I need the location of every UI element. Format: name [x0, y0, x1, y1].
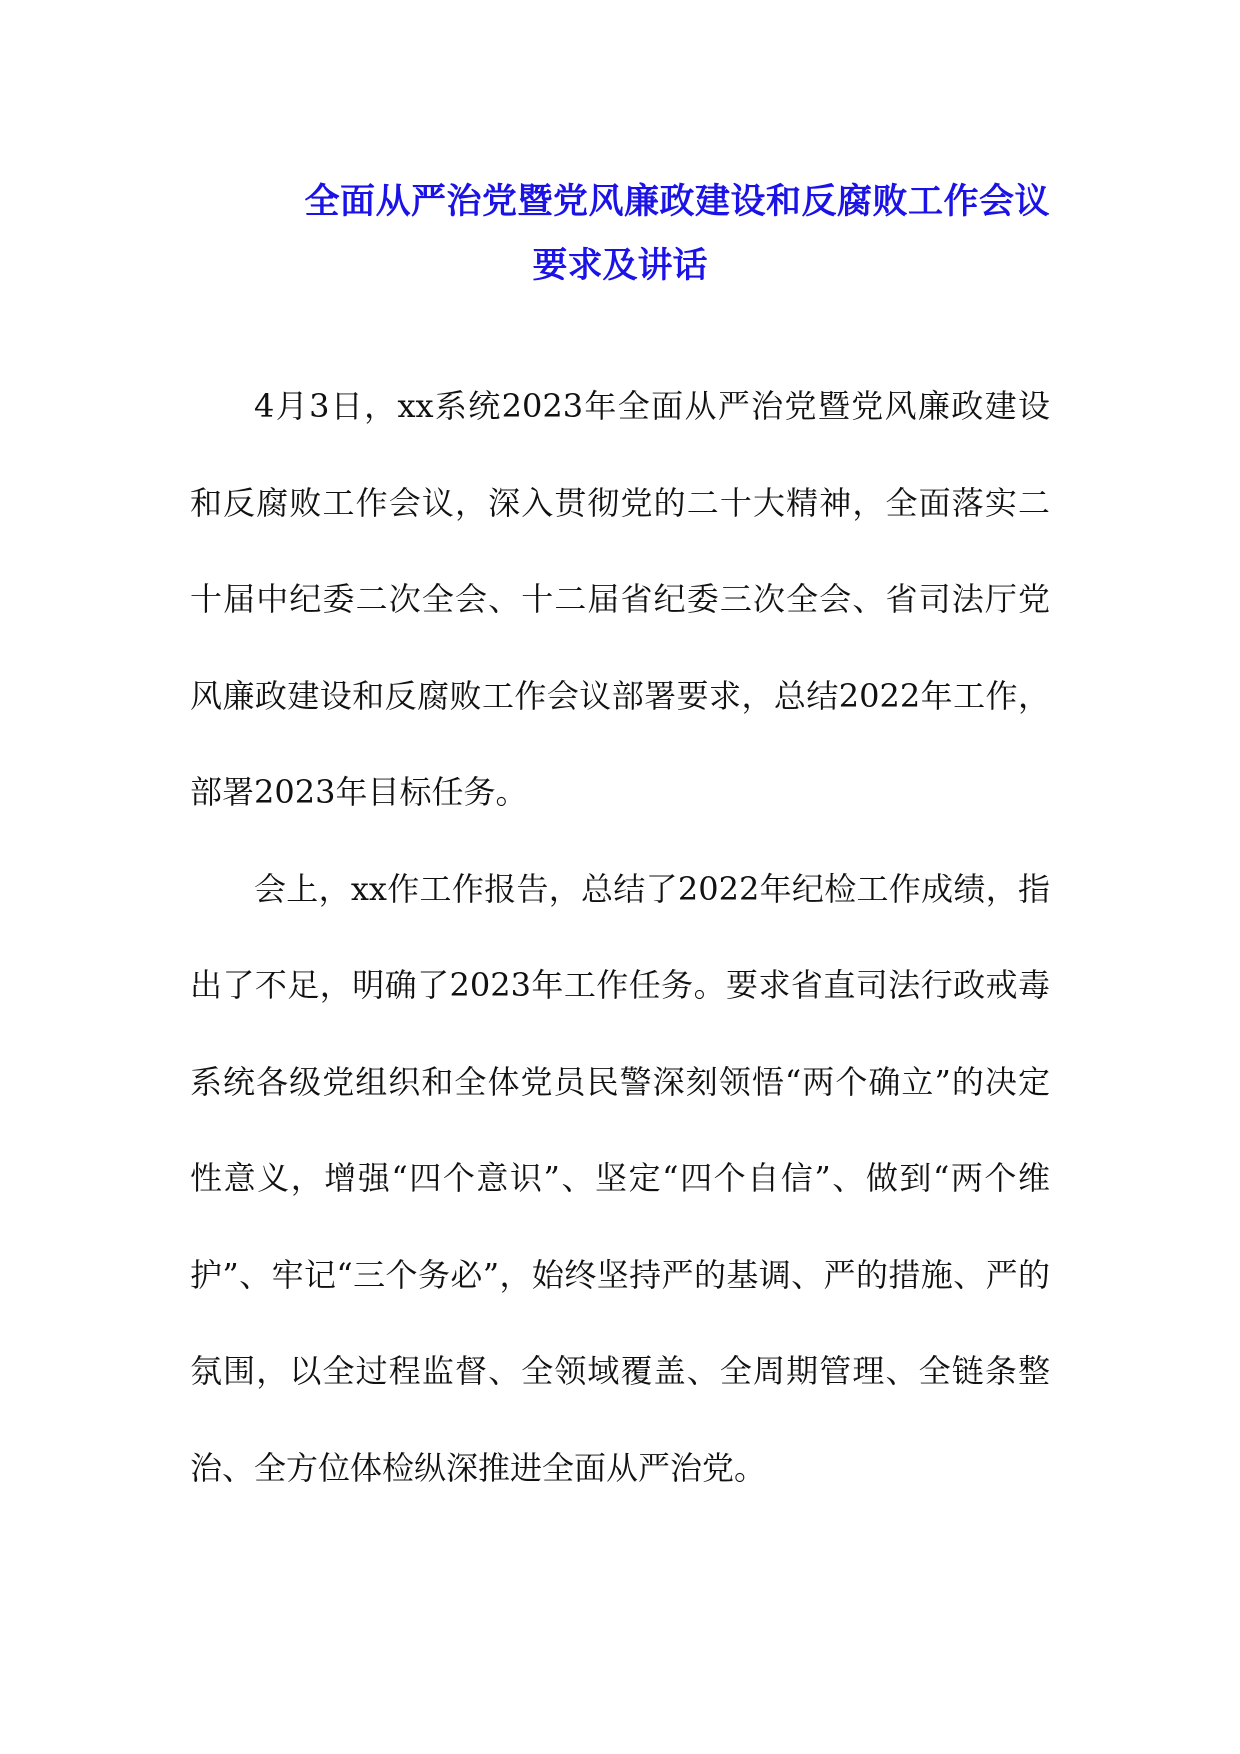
document-title-line-2: 要求及讲话 — [532, 246, 708, 286]
body-paragraph-2: 会上，xx作工作报告，总结了2022年纪检工作成绩，指出了不足，明确了2023年工作任务。要求省直司法行政戒毒系统各级党组织和全体党员民警深刻领悟“两个确立”的决定性意义，增强“四个意识”、坚定“四个自信”、做到“两个维护”、牢记“三个务必”，始终坚持严的基调、严的措施、严的氛围，以全过程监督、全领域覆盖、全周期管理、全链条整治、全方位体检纵深推进全面从严治党。 — [190, 869, 1050, 1487]
document-title-line-1: 全面从严治党暨党风廉政建设和反腐败工作会议 — [304, 182, 1050, 222]
document-body — [190, 358, 1050, 1516]
body-paragraph-1: 4月3日，xx系统2023年全面从严治党暨党风廉政建设和反腐败工作会议，深入贯彻党的二十大精神，全面落实二十届中纪委二次全会、十二届省纪委三次全会、省司法厅党风廉政建设和反腐败工作会议部署要求，总结2022年工作，部署2023年目标任务。 — [190, 387, 1050, 811]
